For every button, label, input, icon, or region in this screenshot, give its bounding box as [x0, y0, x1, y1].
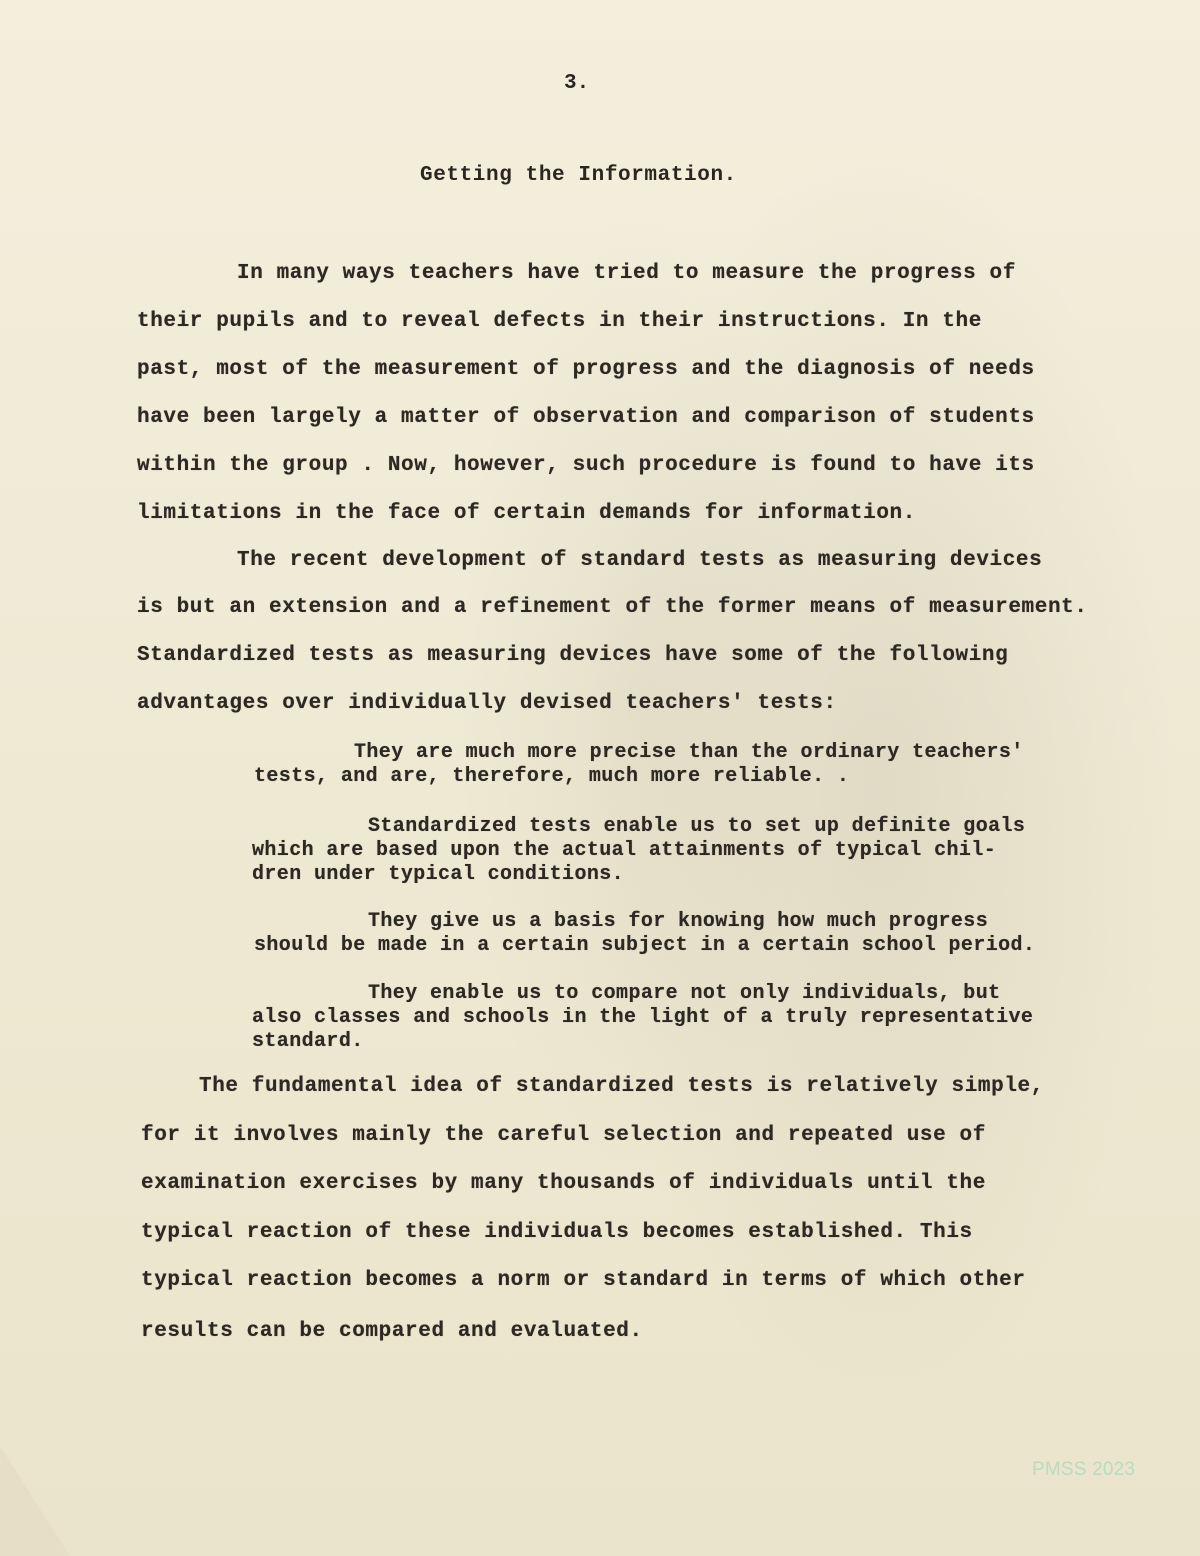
paragraph-3-line: The fundamental idea of standardized tests is relatively simple, — [199, 1075, 1044, 1098]
page-number: 3. — [564, 72, 590, 95]
paragraph-2-line: The recent development of standard tests as measuring devices — [237, 549, 1043, 572]
paragraph-3-line: examination exercises by many thousands of individuals until the — [141, 1172, 986, 1195]
paragraph-1-line: within the group . Now, however, such procedure is found to have its — [137, 454, 1035, 477]
advantage-1-line: They are much more precise than the ordinary teachers' — [354, 741, 1024, 764]
paragraph-1-line: their pupils and to reveal defects in their instructions. In the — [137, 310, 982, 333]
paper-corner-fold — [0, 1446, 70, 1556]
paragraph-1-line: past, most of the measurement of progress and the diagnosis of needs — [137, 358, 1035, 381]
page-title: Getting the Information. — [420, 164, 737, 187]
paragraph-2-line: is but an extension and a refinement of the former means of measurement. — [137, 596, 1088, 619]
advantage-3-line: They give us a basis for knowing how much progress — [368, 910, 989, 933]
paragraph-2-line: Standardized tests as measuring devices have some of the following — [137, 644, 1009, 667]
paragraph-3-line: for it involves mainly the careful selection and repeated use of — [141, 1124, 986, 1147]
advantage-4-line: also classes and schools in the light of a truly representative — [252, 1006, 1034, 1029]
advantage-4-line: They enable us to compare not only individuals, but — [368, 982, 1001, 1005]
advantage-2-line: dren under typical conditions. — [252, 863, 625, 886]
advantage-1-line: tests, and are, therefore, much more reliable. . — [254, 765, 850, 788]
paragraph-1-line: limitations in the face of certain demands for information. — [137, 502, 916, 525]
advantage-2-line: Standardized tests enable us to set up definite goals — [368, 815, 1026, 838]
paragraph-3-line: typical reaction becomes a norm or standard in terms of which other — [141, 1269, 1026, 1292]
advantage-3-line: should be made in a certain subject in a certain school period. — [254, 934, 1036, 957]
paragraph-3-line: results can be compared and evaluated. — [141, 1320, 643, 1343]
advantage-4-line: standard. — [252, 1030, 364, 1053]
paragraph-1-line: In many ways teachers have tried to measure the progress of — [237, 262, 1016, 285]
paragraph-1-line: have been largely a matter of observation and comparison of students — [137, 406, 1035, 429]
archive-watermark: PMSS 2023 — [1032, 1459, 1136, 1480]
advantage-2-line: which are based upon the actual attainments of typical chil- — [252, 839, 997, 862]
paragraph-3-line: typical reaction of these individuals becomes established. This — [141, 1221, 973, 1244]
paragraph-2-line: advantages over individually devised teachers' tests: — [137, 692, 837, 715]
